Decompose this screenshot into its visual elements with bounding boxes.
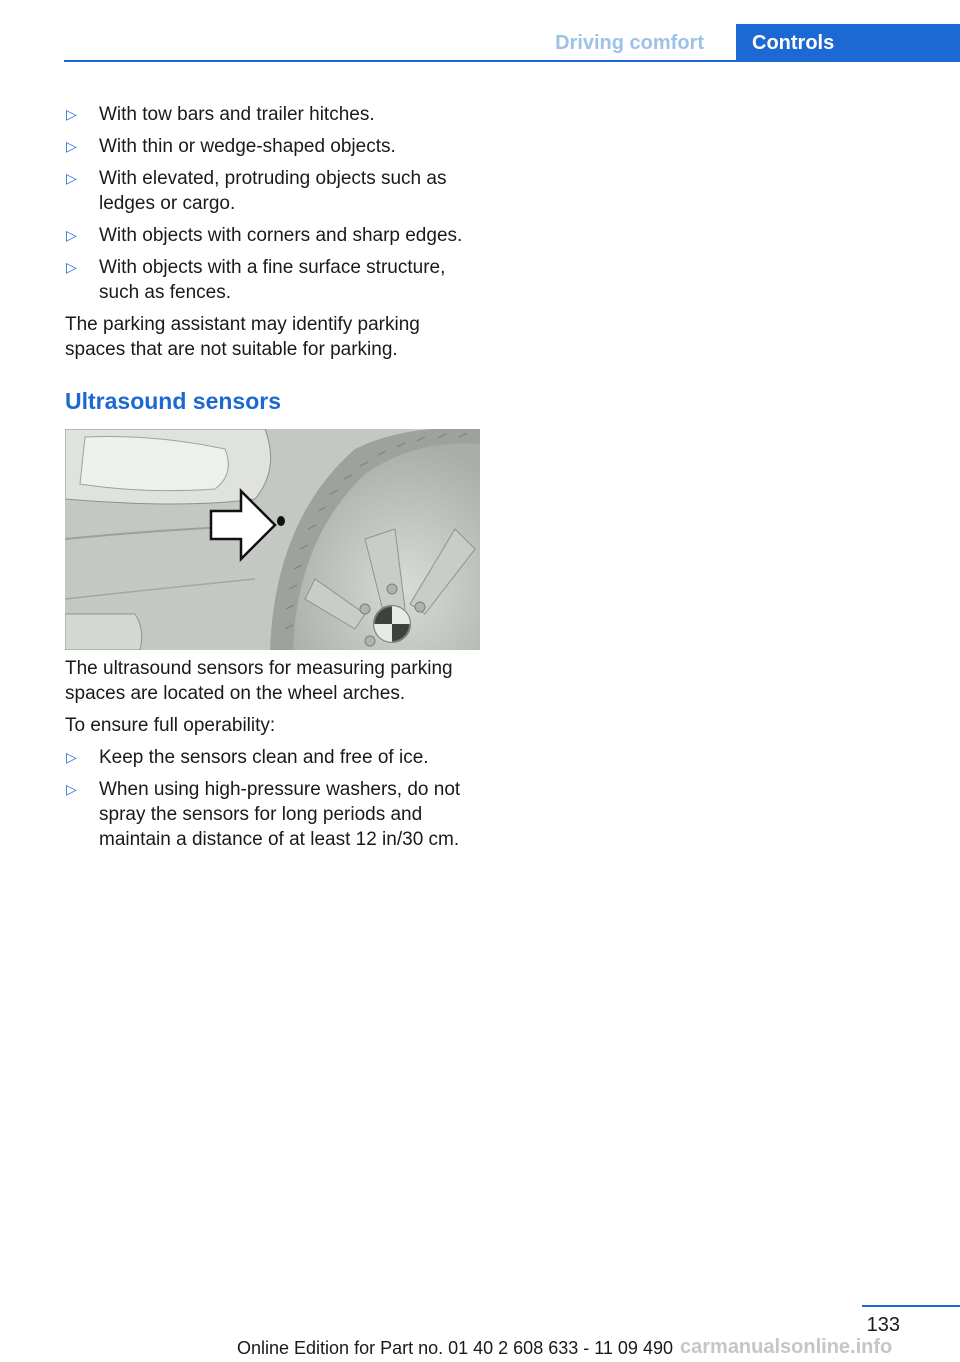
watermark: carmanualsonline.info	[680, 1336, 893, 1358]
list-item-text: With thin or wedge-shaped objects.	[99, 136, 396, 157]
figure-caption: The ultrasound sensors for measuring parking spaces are located on the wheel arches.	[65, 658, 453, 704]
bullet-triangle-icon: ▷	[66, 259, 77, 275]
list-item-text: With objects with corners and sharp edges.	[99, 225, 463, 246]
list-item	[65, 134, 485, 159]
bullet-triangle-icon: ▷	[66, 170, 77, 186]
parking-note: The parking assistant may identify parking spaces that are not suitable for parking.	[65, 314, 420, 360]
list-item-text: With objects with a fine surface structure, such as fences.	[99, 257, 446, 303]
top-bullet-list	[65, 102, 485, 305]
page-header	[0, 24, 960, 62]
list-item-text: Keep the sensors clean and free of ice.	[99, 747, 429, 768]
bullet-triangle-icon: ▷	[66, 781, 77, 797]
bullet-triangle-icon: ▷	[66, 138, 77, 154]
operability-bullet-list	[65, 745, 485, 852]
section-heading: Ultrasound sensors	[65, 388, 281, 414]
header-chapter-tab: Controls	[736, 24, 960, 62]
list-item	[65, 223, 485, 248]
page-number: 133	[866, 1314, 900, 1336]
list-item-text: With tow bars and trailer hitches.	[99, 104, 375, 125]
edition-line: Online Edition for Part no. 01 40 2 608 633 - 11 09 490	[237, 1338, 673, 1358]
list-item-text: With elevated, protruding objects such as ledges or cargo.	[99, 168, 447, 214]
list-item-text: When using high-pressure washers, do not spray the sensors for long periods and maintain a distance of at least 12 in/30 cm.	[99, 779, 461, 850]
footer-rule	[862, 1305, 960, 1307]
header-section-title: Driving comfort	[555, 32, 704, 54]
bullet-triangle-icon: ▷	[66, 227, 77, 243]
list-item	[65, 102, 485, 127]
bullet-triangle-icon: ▷	[66, 106, 77, 122]
list-item	[65, 255, 485, 305]
list-item	[65, 745, 485, 770]
list-item	[65, 166, 485, 216]
bullet-triangle-icon: ▷	[66, 749, 77, 765]
operability-intro: To ensure full operability:	[65, 715, 276, 736]
main-content	[65, 102, 485, 859]
list-item	[65, 777, 485, 852]
wheel-arch-sensor-illustration	[65, 429, 480, 650]
